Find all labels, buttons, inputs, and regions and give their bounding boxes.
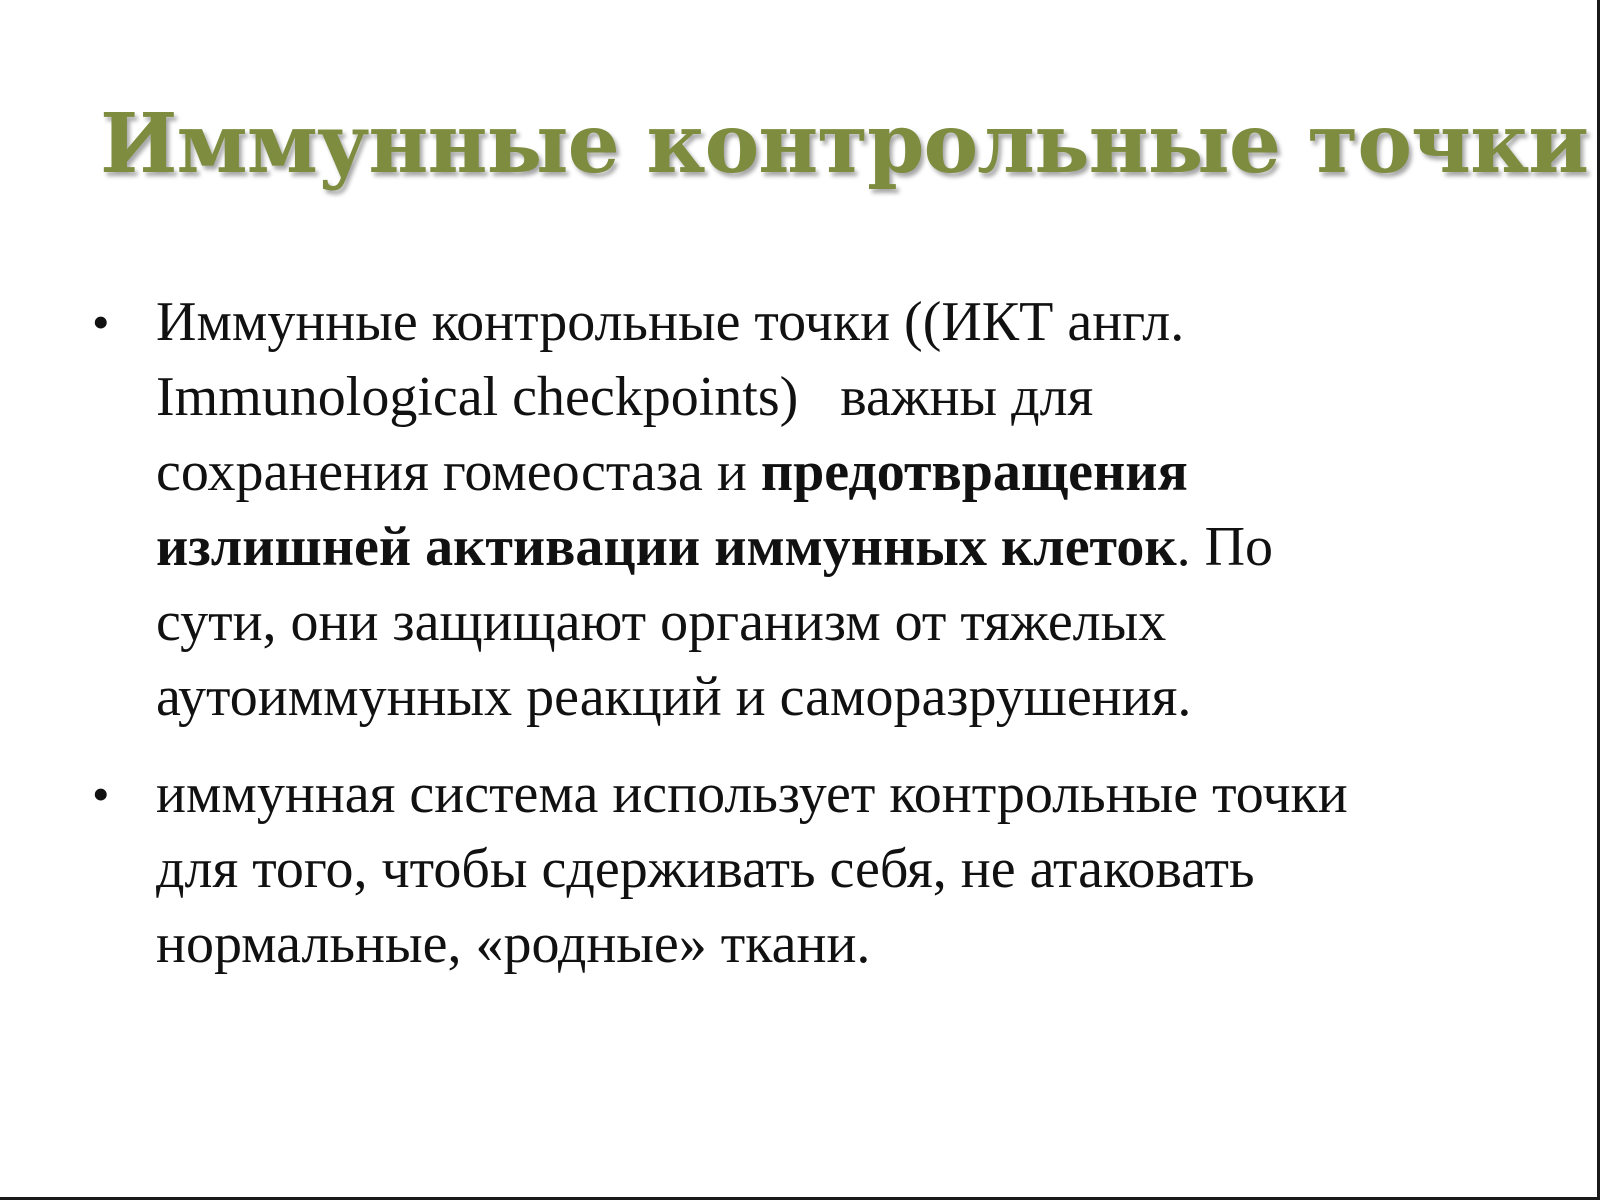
bold-text-run: излишней активации иммунных клеток bbox=[156, 516, 1177, 578]
text-run: Иммунные контрольные точки ((ИКТ англ. bbox=[156, 291, 1185, 353]
bullet-list bbox=[92, 285, 1492, 1004]
text-run: для того, чтобы сдерживать себя, не атаковать bbox=[156, 838, 1255, 900]
slide-title: Иммунные контрольные точки bbox=[100, 96, 1589, 192]
bullet-text bbox=[156, 285, 1492, 735]
text-run: сути, они защищают организм от тяжелых bbox=[156, 591, 1167, 653]
text-line bbox=[156, 435, 1492, 510]
text-line bbox=[156, 285, 1492, 360]
text-run: Immunological checkpoints) важны для bbox=[156, 366, 1094, 428]
text-run: . По bbox=[1176, 516, 1274, 578]
bullet-text bbox=[156, 757, 1492, 982]
text-line bbox=[156, 360, 1492, 435]
text-line bbox=[156, 832, 1492, 907]
text-line bbox=[156, 907, 1492, 982]
bullet-item bbox=[92, 757, 1492, 982]
bold-text-run: предотвращения bbox=[760, 441, 1188, 503]
text-line bbox=[156, 660, 1492, 735]
bullet-dot-icon: • bbox=[92, 766, 110, 822]
text-line bbox=[156, 757, 1492, 832]
text-run: сохранения гомеостаза и bbox=[156, 441, 761, 503]
bullet-dot-icon: • bbox=[92, 294, 110, 350]
text-line bbox=[156, 510, 1492, 585]
text-run: иммунная система использует контрольные точки bbox=[156, 763, 1348, 825]
text-run: аутоиммунных реакций и саморазрушения. bbox=[156, 666, 1192, 728]
text-run: нормальные, «родные» ткани. bbox=[156, 913, 871, 975]
bullet-item bbox=[92, 285, 1492, 735]
text-line bbox=[156, 585, 1492, 660]
